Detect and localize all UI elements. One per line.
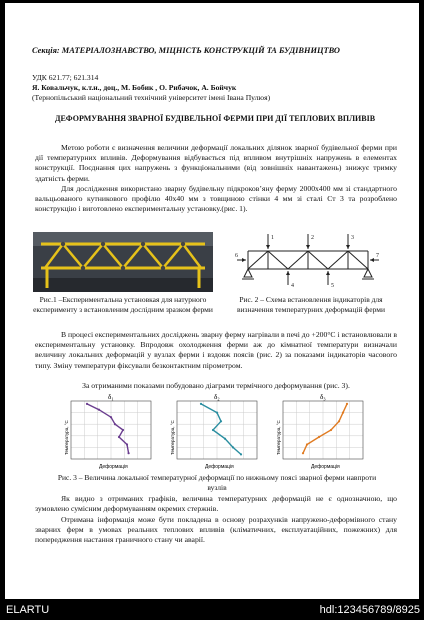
footer-bar [0, 602, 424, 620]
plot-point [212, 429, 214, 431]
plot-title: δ₃ [320, 393, 326, 401]
indicator-label-4: 4 [291, 283, 294, 289]
plot-series-line [201, 404, 241, 455]
authors: Я. Ковальчук, к.т.н., доц., М. Бобик , О. Рибачок, А. Бойчук [32, 83, 237, 92]
plot-point [126, 443, 128, 445]
plot-xlabel: Деформація [205, 464, 234, 470]
plot-title: δ₁ [108, 393, 114, 401]
plot-point [318, 436, 320, 438]
plot-point [232, 446, 234, 448]
document-page [5, 3, 419, 599]
plot-series-line [87, 404, 129, 453]
truss-scheme-diagram [233, 229, 383, 293]
fig3-caption: Рис. 3 – Величина локальної температурної деформації по нижньому поясі зварної ферми навпроти вузлів [57, 473, 377, 492]
plot-title: δ₂ [214, 393, 220, 401]
plot-point [122, 429, 124, 431]
plot-ylabel: Температура, °C [64, 420, 69, 455]
institution: (Тернопільський національний технічний університет імені Івана Пулюя) [32, 93, 271, 102]
truss-photo-illustration [33, 232, 213, 292]
paragraph-6: Отримана інформація може бути покладена в основу розрахунків напружено-деформівного стану зварних ферм в умовах реальних теплових впливів (кліматичних, експлуатаційних, пожежних) для попередження настання граничного стану чи аварії. [35, 515, 397, 545]
fig2-scheme [233, 229, 383, 293]
paragraph-4: За отриманими показами побудовано діаграми термічного деформування (рис. 3). [82, 381, 350, 390]
indicator-label-6: 6 [235, 253, 238, 259]
deformation-plots [57, 391, 377, 473]
indicator-label-2: 2 [311, 235, 314, 241]
plot-xlabel: Деформація [99, 464, 128, 470]
paragraph-2: Для дослідження використано зварну будівельну підкроков’яну ферму 2000х400 мм зі стандартного вальцьованого кутникового профілю 40х40 мм з товщиною стінки 4 мм зі сталі Ст 3 та розроблено конструкцію і виготовлено експериментальну установку.(рис. 1). [35, 184, 397, 214]
fig3-plots [57, 391, 377, 473]
plot-point [118, 436, 120, 438]
footer-left: ELARTU [6, 604, 50, 616]
plot-ylabel: Температура, °C [170, 420, 175, 455]
plot-point [220, 420, 222, 422]
plot-point [306, 443, 308, 445]
plot-point [224, 438, 226, 440]
plot-point [302, 452, 304, 454]
plot-xlabel: Деформація [311, 464, 340, 470]
plot-ylabel: Температура, °C [276, 420, 281, 455]
indicator-label-7: 7 [376, 253, 379, 259]
fig1-photo [33, 232, 213, 292]
indicator-label-5: 5 [331, 283, 334, 289]
plot-3 [276, 393, 363, 470]
plot-1 [64, 393, 151, 470]
plot-point [200, 403, 202, 405]
plot-point [86, 403, 88, 405]
paragraph-5: Як видно з отриманих графіків, величина температурних деформацій не є однозначною, що зумовлено сумісним деформуванням окремих стержнів. [35, 494, 397, 514]
plot-point [128, 452, 130, 454]
plot-point [338, 420, 340, 422]
paper-title: ДЕФОРМУВАННЯ ЗВАРНОЇ БУДІВЕЛЬНОЇ ФЕРМИ ПРИ ДІЇ ТЕПЛОВИХ ВПЛИВІВ [54, 114, 376, 123]
plot-point [342, 412, 344, 414]
paragraph-1: Метою роботи є визначення величини деформації локальних ділянок зварної будівельної ферми при дії температурних впливів. Деформування відбувається під впливом внутрішніх напружень в елементах конструкції. Поєднання цих напружень з функціональними (від зовнішніх навантажень) знижує тримку здатність ферми. [35, 143, 397, 183]
fig1-caption: Рис.1 –Експериментальна установкая для натурного експерименту з встановленим дослідним зразком ферми [33, 295, 213, 314]
plot-point [114, 423, 116, 425]
plot-point [110, 416, 112, 418]
footer-right: hdl:123456789/8925 [319, 604, 420, 616]
paragraph-3: В процесі експериментальних досліджень зварну ферму нагрівали в печі до +200°С і встановлювали в експериментальну установку. Впродовж охолодження ферми аж до кімнатної температури визначали величину локальних деформацій у вузлах ферми і вздовж поясів (рис. 2) за показами індикаторів часового типу. Зміну температури фіксували безконтактним пірометром. [35, 330, 397, 370]
plot-point [330, 429, 332, 431]
fig2-caption: Рис. 2 – Схема встановлення індикаторів для визначення температурних деформацій ферми [236, 295, 385, 314]
plot-point [240, 453, 242, 455]
indicator-label-3: 3 [351, 235, 354, 241]
plot-point [216, 412, 218, 414]
plot-2 [170, 393, 257, 470]
indicator-label-1: 1 [271, 235, 274, 241]
udk-code: УДК 621.77; 621.314 [32, 73, 99, 82]
plot-point [98, 409, 100, 411]
plot-point [346, 403, 348, 405]
section-heading: Секція: МАТЕРІАЛОЗНАВСТВО, МІЦНІСТЬ КОНСТРУКЦІЙ ТА БУДІВНИЦТВО [32, 46, 340, 55]
